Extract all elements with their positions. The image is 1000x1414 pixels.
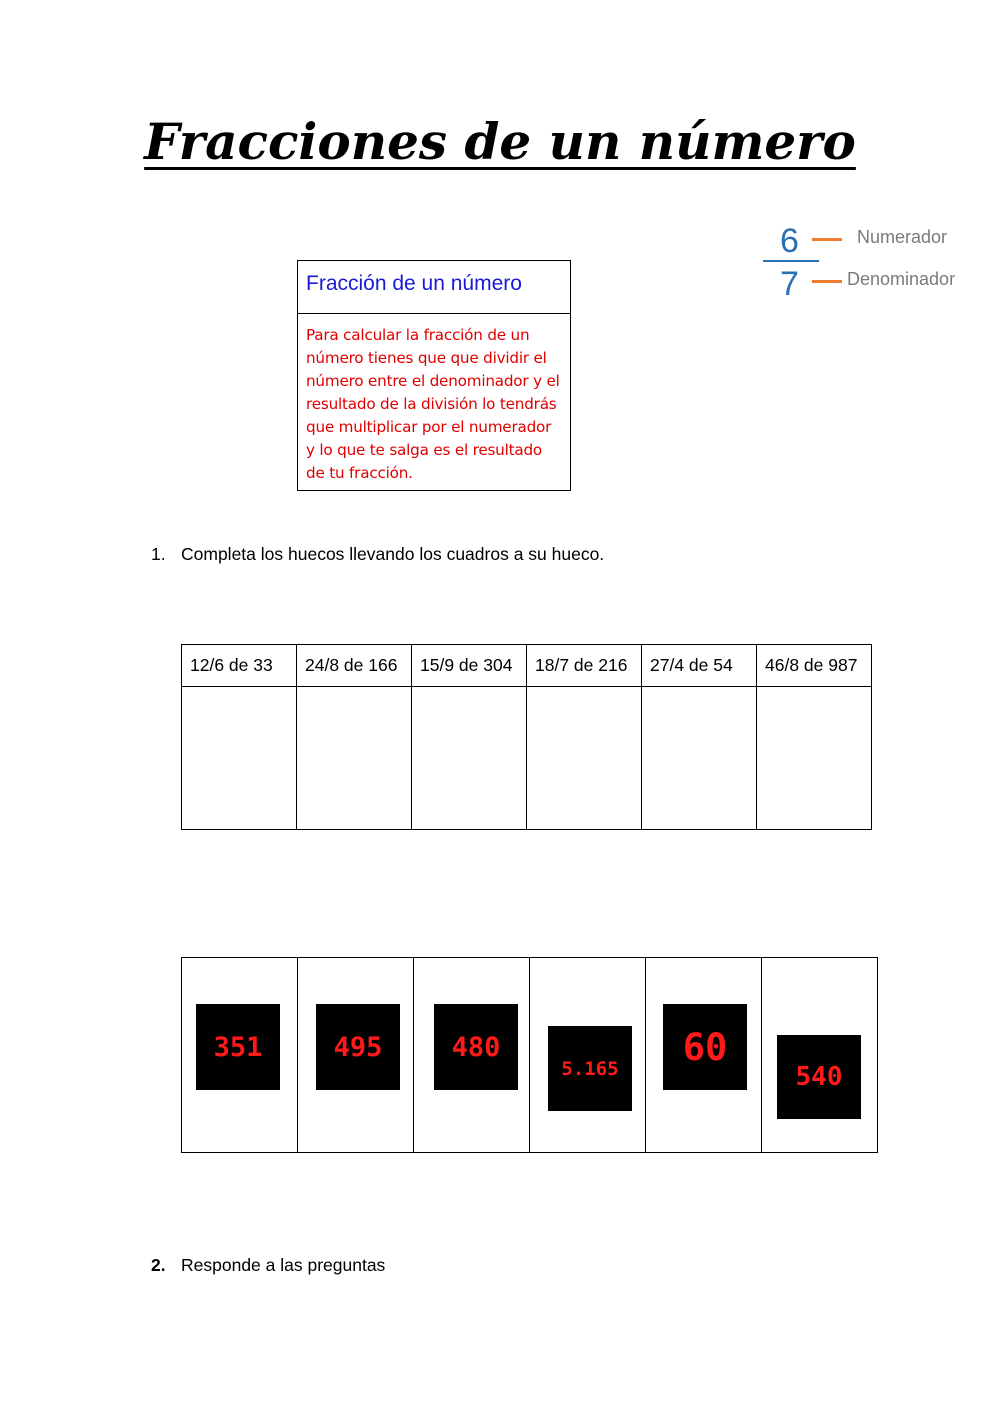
fraction-diagram bbox=[760, 220, 990, 310]
column-header: 24/8 de 166 bbox=[297, 645, 412, 687]
denominator-pointer bbox=[812, 280, 842, 283]
diagram-numerator: 6 bbox=[780, 222, 799, 260]
question-1 bbox=[151, 544, 604, 565]
page-title: Fracciones de un número bbox=[144, 112, 856, 171]
tile-cell bbox=[646, 958, 762, 1153]
draggable-tile[interactable]: 351 bbox=[196, 1004, 280, 1090]
answer-table bbox=[181, 644, 872, 830]
draggable-tile[interactable]: 5.165 bbox=[548, 1026, 632, 1111]
fraction-bar bbox=[763, 260, 819, 262]
diagram-denominator: 7 bbox=[780, 265, 799, 303]
drop-slot[interactable] bbox=[182, 687, 297, 830]
question-2 bbox=[151, 1255, 385, 1276]
draggable-tile[interactable]: 60 bbox=[663, 1004, 747, 1090]
drop-slot[interactable] bbox=[527, 687, 642, 830]
column-header: 46/8 de 987 bbox=[757, 645, 872, 687]
draggable-tile[interactable]: 480 bbox=[434, 1004, 518, 1090]
column-header: 12/6 de 33 bbox=[182, 645, 297, 687]
question-text: Completa los huecos llevando los cuadros a su hueco. bbox=[181, 544, 605, 564]
tile-cell bbox=[530, 958, 646, 1153]
column-header: 27/4 de 54 bbox=[642, 645, 757, 687]
drop-slot[interactable] bbox=[297, 687, 412, 830]
numerator-pointer bbox=[812, 238, 842, 241]
info-box-body: Para calcular la fracción de un número tienes que que dividir el número entre el denominador y el resultado de la división lo tendrás que multiplicar por el numerador y lo que te salga es el resultado de tu fracción. bbox=[306, 326, 560, 482]
info-box-heading: Fracción de un número bbox=[298, 261, 570, 314]
tile-cell bbox=[762, 958, 878, 1153]
drop-slot[interactable] bbox=[412, 687, 527, 830]
tile-cell bbox=[414, 958, 530, 1153]
column-header: 15/9 de 304 bbox=[412, 645, 527, 687]
draggable-tile[interactable]: 540 bbox=[777, 1035, 861, 1119]
numerator-label: Numerador bbox=[857, 227, 948, 247]
drop-slot[interactable] bbox=[757, 687, 872, 830]
draggable-tile[interactable]: 495 bbox=[316, 1004, 400, 1090]
column-header: 18/7 de 216 bbox=[527, 645, 642, 687]
info-box bbox=[297, 260, 571, 491]
denominator-label: Denominador bbox=[847, 269, 956, 289]
tile-cell bbox=[182, 958, 298, 1153]
drop-slot[interactable] bbox=[642, 687, 757, 830]
question-number: 2. bbox=[151, 1255, 166, 1275]
question-text: Responde a las preguntas bbox=[181, 1255, 386, 1275]
tile-bank bbox=[181, 957, 878, 1153]
question-number: 1. bbox=[151, 544, 166, 564]
tile-cell bbox=[298, 958, 414, 1153]
